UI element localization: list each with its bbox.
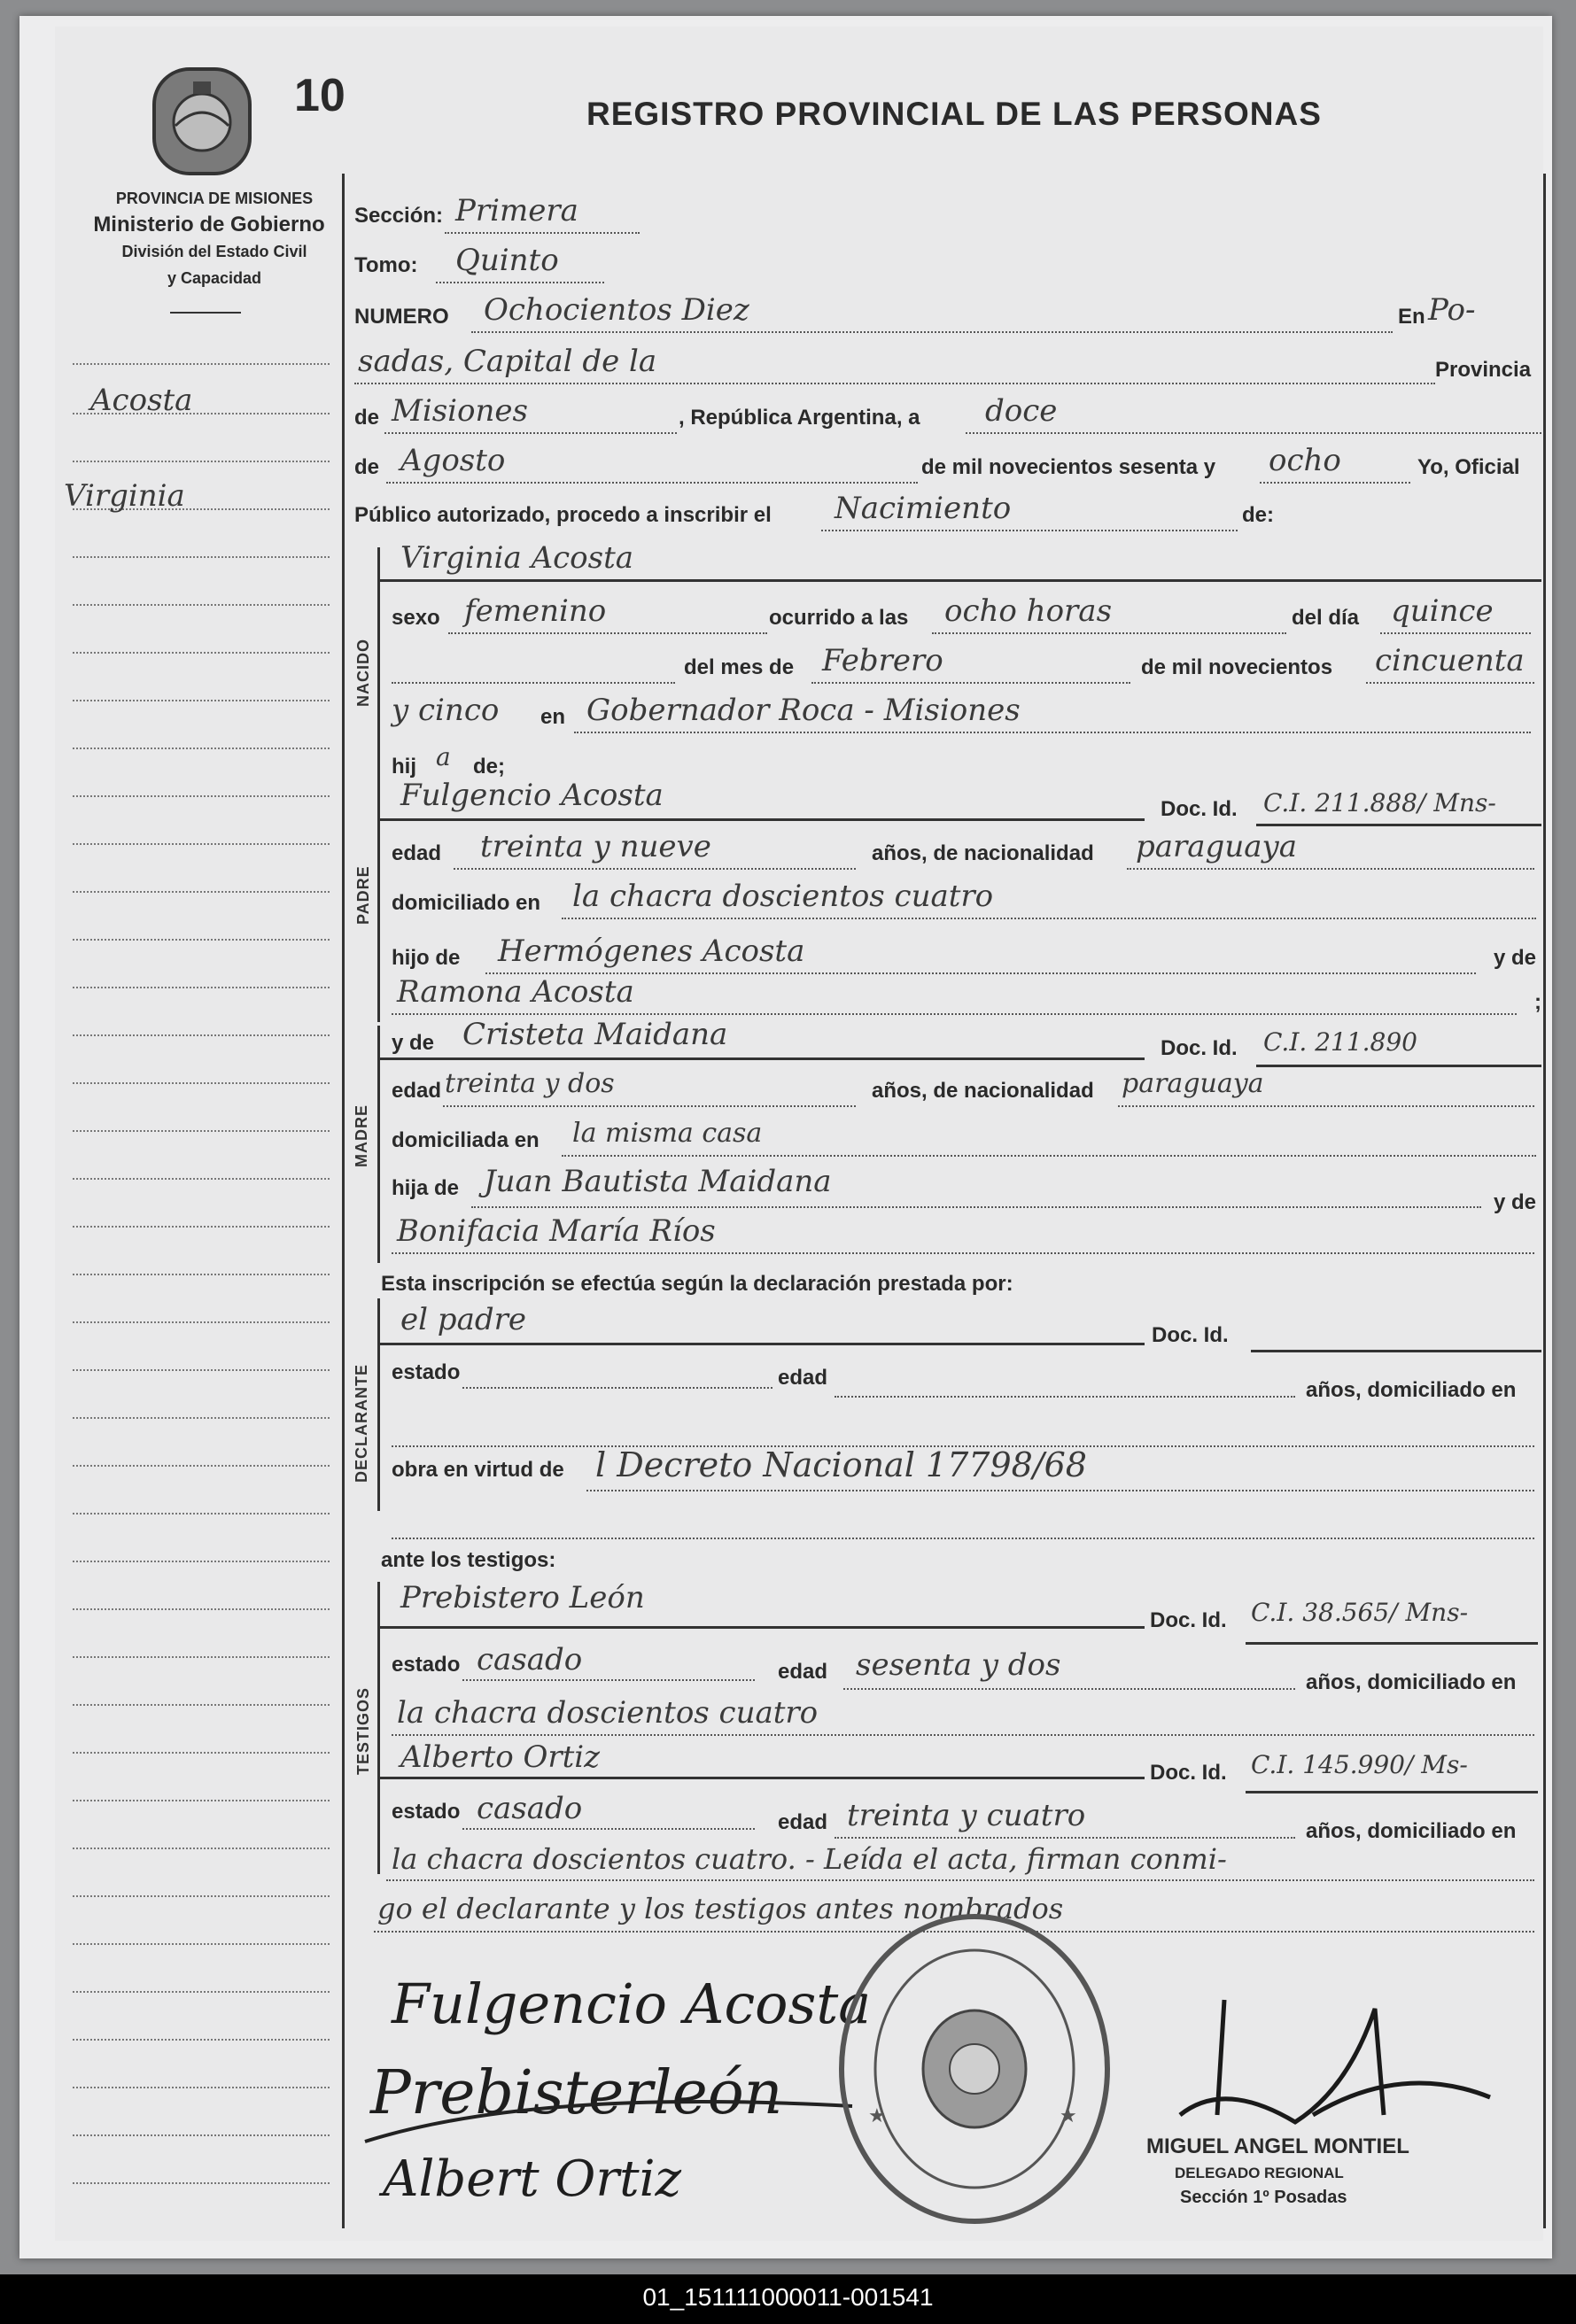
padre-nac-value: paraguaya [1136, 829, 1297, 864]
testigo-1-edad-value: sesenta y dos [856, 1647, 1061, 1683]
padre-name: Fulgencio Acosta [400, 778, 664, 813]
madre-edad-value: treinta y dos [445, 1068, 615, 1099]
madre-yde-label-2: y de [1494, 1190, 1537, 1214]
org-line-1: PROVINCIA DE MISIONES [115, 190, 314, 207]
declarante-dom-label: años, domiciliado en [1306, 1378, 1517, 1402]
officer-title: DELEGADO REGIONAL [1175, 2165, 1344, 2181]
madre-doc-value: C.I. 211.890 [1263, 1027, 1417, 1057]
sexo-value: femenino [464, 593, 607, 629]
madre-name: Cristeta Maidana [462, 1017, 728, 1052]
testigo-1-name: Prebistero León [400, 1580, 645, 1615]
madre-yde-label: y de [392, 1031, 435, 1055]
margin-surname: Acosta [90, 383, 193, 418]
year-label: de mil novecientos sesenta y [921, 455, 1216, 479]
year-value: ocho [1269, 443, 1341, 478]
dia-label: del día [1292, 606, 1360, 630]
month-value: Agosto [400, 443, 506, 478]
padre-doc-value: C.I. 211.888/ Mns- [1263, 788, 1496, 817]
testigo-1-estado-value: casado [477, 1642, 583, 1677]
province-emblem-icon [149, 64, 255, 179]
publico-label: Público autorizado, procedo a inscribir el [354, 503, 772, 527]
org-divider [170, 312, 241, 314]
svg-text:★: ★ [1060, 2105, 1077, 2127]
testigo-2-doc-label: Doc. Id. [1150, 1761, 1227, 1785]
image-id-bar [0, 2274, 1576, 2324]
en-label-nacido: en [540, 705, 566, 729]
testigos-label: TESTIGOS [354, 1686, 372, 1775]
padre-nac-label: años, de nacionalidad [872, 841, 1094, 865]
testigo-1-dom-value: la chacra doscientos cuatro [397, 1695, 819, 1731]
de-label-1: de [354, 406, 380, 430]
testigo-1-doc-value: C.I. 38.565/ Mns- [1251, 1598, 1469, 1627]
officer-signature [1118, 1982, 1508, 2150]
testigo-1-doc-label: Doc. Id. [1150, 1608, 1227, 1632]
madre-nac-label: años, de nacionalidad [872, 1079, 1094, 1103]
declarante-intro: Esta inscripción se efectúa según la declaración prestada por: [381, 1272, 1013, 1296]
declarante-obra-value: l Decreto Nacional 17798/68 [595, 1445, 1087, 1484]
padre-dom-value: la chacra doscientos cuatro [572, 879, 994, 914]
madre-dom-value: la misma casa [572, 1118, 763, 1149]
svg-text:★: ★ [868, 2105, 886, 2127]
tomo-label: Tomo: [354, 253, 418, 277]
tomo-value: Quinto [455, 243, 559, 278]
provincia-value: Misiones [392, 393, 528, 429]
padre-edad-value: treinta y nueve [480, 829, 711, 864]
testigo-2-dom-value: la chacra doscientos cuatro. - Leída el acta, firman conmi- [392, 1842, 1227, 1876]
right-border [1543, 174, 1546, 2228]
padre-hijo-label: hijo de [392, 946, 461, 970]
declarante-estado-label: estado [392, 1360, 461, 1384]
padre-hijo-value-1: Hermógenes Acosta [498, 933, 805, 969]
declarante-label: DECLARANTE [353, 1364, 370, 1483]
nacido-name: Virginia Acosta [400, 540, 634, 576]
signature-flourish [356, 2035, 888, 2159]
numero-value: Ochocientos Diez [484, 292, 749, 328]
hora-value: ocho horas [944, 593, 1113, 629]
seccion-label: Sección: [354, 204, 444, 228]
padre-edad-label: edad [392, 841, 442, 865]
org-line-4: y Capacidad [167, 269, 262, 287]
declarante-doc-label: Doc. Id. [1152, 1323, 1229, 1347]
official-seal-icon [833, 1910, 1116, 2228]
document-page [19, 16, 1552, 2258]
anio-value-2: y cinco [392, 693, 500, 728]
madre-divider [377, 1026, 380, 1263]
image-id-text: 01_151111000011-001541 [642, 2283, 934, 2311]
oficial-label: Yo, Oficial [1417, 455, 1520, 479]
lugar-value: Gobernador Roca - Misiones [586, 693, 1021, 728]
org-line-2: Ministerio de Gobierno [93, 213, 325, 236]
testigo-1-estado-label: estado [392, 1653, 461, 1677]
anio-label: de mil novecientos [1141, 655, 1333, 679]
madre-doc-label: Doc. Id. [1161, 1036, 1238, 1060]
declarante-divider [377, 1298, 380, 1511]
closing-text: go el declarante y los testigos antes nombrados [377, 1892, 1064, 1925]
anio-value-1: cincuenta [1375, 643, 1525, 678]
madre-hija-value-2: Bonifacia María Ríos [397, 1213, 716, 1249]
place-part-2: sadas, Capital de la [358, 344, 657, 379]
officer-name: MIGUEL ANGEL MONTIEL [1146, 2134, 1409, 2158]
hij-label: hij [392, 755, 416, 779]
day-value: doce [985, 393, 1058, 429]
de-label-nacido: de; [473, 755, 505, 779]
padre-yde-label: y de [1494, 946, 1537, 970]
declarante-name: el padre [400, 1302, 526, 1337]
nacido-divider [377, 547, 380, 788]
testigos-intro: ante los testigos: [381, 1548, 556, 1572]
officer-section: Sección 1º Posadas [1180, 2188, 1347, 2207]
madre-hija-value-1: Juan Bautista Maidana [484, 1164, 832, 1199]
padre-doc-label: Doc. Id. [1161, 797, 1238, 821]
de-colon: de: [1242, 503, 1274, 527]
numero-label: NUMERO [354, 305, 449, 329]
testigo-2-dom-label: años, domiciliado en [1306, 1819, 1517, 1843]
declarante-edad-label: edad [778, 1366, 828, 1390]
de-label-2: de [354, 455, 380, 479]
madre-label: MADRE [353, 1104, 370, 1167]
testigo-2-name: Alberto Ortiz [400, 1739, 601, 1775]
seccion-value: Primera [455, 193, 578, 229]
madre-nac-value: paraguaya [1122, 1068, 1264, 1099]
margin-given-name: Virginia [64, 478, 185, 514]
testigo-2-edad-value: treinta y cuatro [847, 1798, 1086, 1833]
republica-label: , República Argentina, a [679, 406, 920, 430]
acto-value: Nacimiento [835, 491, 1012, 526]
testigo-2-doc-value: C.I. 145.990/ Ms- [1251, 1750, 1468, 1779]
signature-2: Prebisterleón [370, 2058, 783, 2128]
padre-label: PADRE [354, 865, 372, 925]
testigo-2-estado-value: casado [477, 1791, 583, 1826]
org-line-3: División del Estado Civil [121, 243, 307, 260]
hij-value: a [436, 742, 451, 771]
signature-1: Fulgencio Acosta [392, 1972, 872, 2036]
padre-semicolon: ; [1534, 990, 1541, 1014]
provincia-label: Provincia [1435, 358, 1532, 382]
madre-edad-label: edad [392, 1079, 442, 1103]
page-title: REGISTRO PROVINCIAL DE LAS PERSONAS [586, 96, 1322, 132]
signature-3: Albert Ortiz [383, 2150, 682, 2208]
dia-value: quince [1391, 593, 1494, 629]
place-part-1: Po- [1428, 292, 1476, 328]
testigo-2-estado-label: estado [392, 1800, 461, 1824]
padre-hijo-value-2: Ramona Acosta [397, 974, 634, 1010]
margin-divider [342, 174, 345, 2228]
madre-dom-label: domiciliada en [392, 1128, 540, 1152]
testigo-1-dom-label: años, domiciliado en [1306, 1670, 1517, 1694]
padre-divider [377, 786, 380, 1022]
page-number: 10 [294, 70, 345, 121]
madre-hija-label: hija de [392, 1176, 460, 1200]
declarante-obra-label: obra en virtud de [392, 1458, 564, 1482]
nacido-label: NACIDO [354, 639, 372, 707]
ocurrido-label: ocurrido a las [769, 606, 909, 630]
mes-value: Febrero [822, 643, 943, 678]
sexo-label: sexo [392, 606, 440, 630]
mes-label: del mes de [684, 655, 795, 679]
en-label: En [1398, 305, 1425, 329]
testigo-2-edad-label: edad [778, 1810, 828, 1834]
testigo-1-edad-label: edad [778, 1660, 828, 1684]
padre-dom-label: domiciliado en [392, 891, 541, 915]
